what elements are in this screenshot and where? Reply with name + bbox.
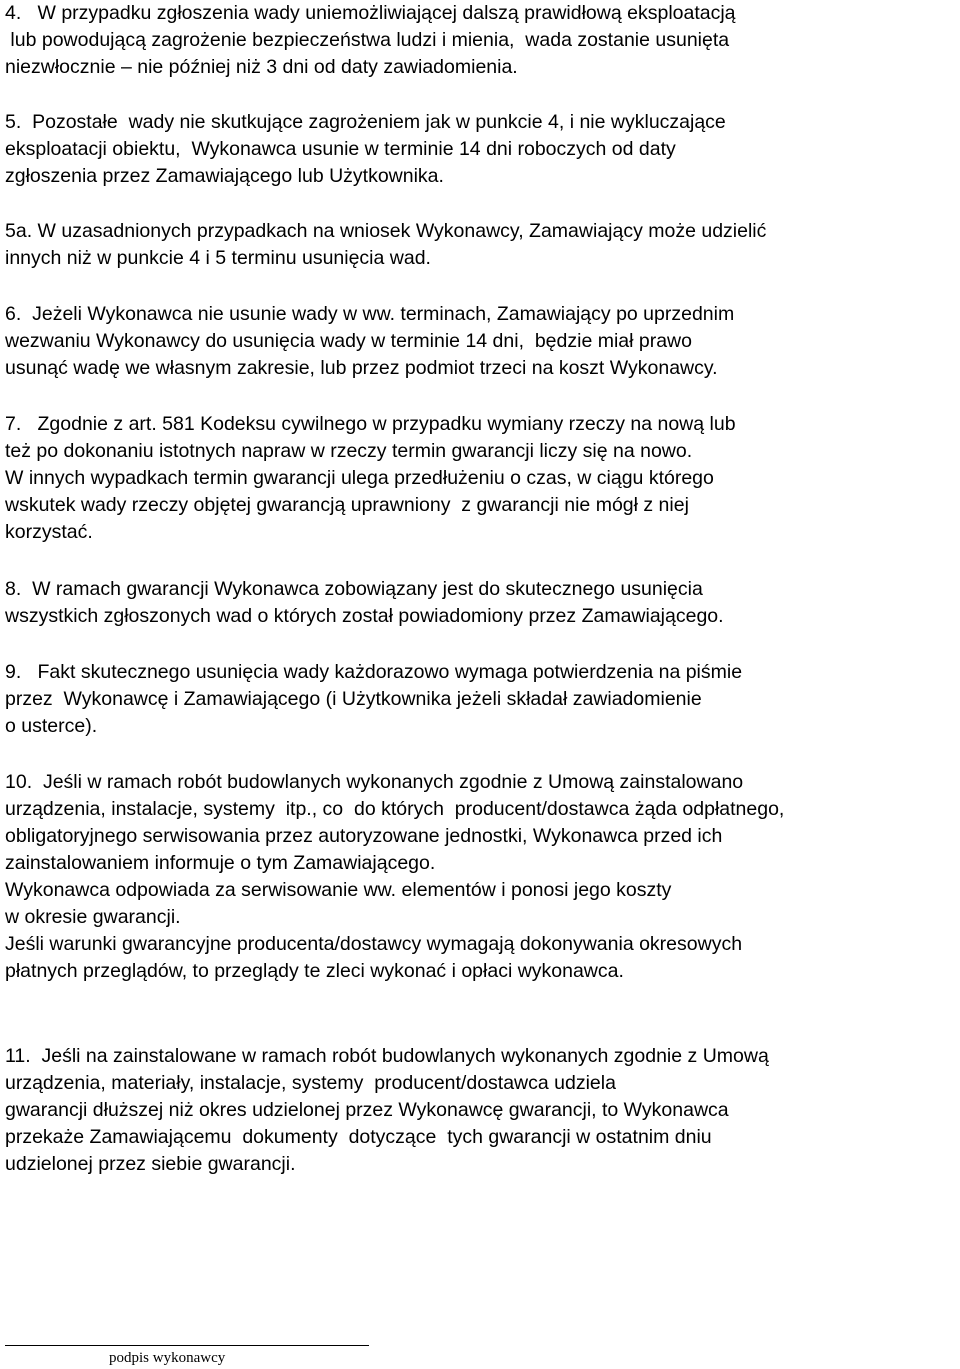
paragraph-5a-line-2: innych niż w punkcie 4 i 5 terminu usunięcia wad. <box>5 247 431 269</box>
paragraph-10-line-4: zainstalowaniem informuje o tym Zamawiającego. <box>5 852 436 874</box>
paragraph-10-line-6: w okresie gwarancji. <box>5 906 181 928</box>
paragraph-4-line-1: 4. W przypadku zgłoszenia wady uniemożliwiającej dalszą prawidłową eksploatacją <box>5 2 736 24</box>
paragraph-9-line-2: przez Wykonawcę i Zamawiającego (i Użytkownika jeżeli składał zawiadomienie <box>5 688 702 710</box>
paragraph-10-line-2: urządzenia, instalacje, systemy itp., co do których producent/dostawca żąda odpłatnego, <box>5 798 785 820</box>
paragraph-9-line-3: o usterce). <box>5 715 98 737</box>
paragraph-10-line-1: 10. Jeśli w ramach robót budowlanych wykonanych zgodnie z Umową zainstalowano <box>5 771 744 793</box>
paragraph-6-line-3: usunąć wadę we własnym zakresie, lub przez podmiot trzeci na koszt Wykonawcy. <box>5 357 718 379</box>
paragraph-8-line-2: wszystkich zgłoszonych wad o których został powiadomiony przez Zamawiającego. <box>5 605 724 627</box>
paragraph-7-line-4: wskutek wady rzeczy objętej gwarancją uprawniony z gwarancji nie mógł z niej <box>5 494 689 516</box>
signature-line <box>5 1345 369 1346</box>
paragraph-11-line-2: urządzenia, materiały, instalacje, systemy producent/dostawca udziela <box>5 1072 616 1094</box>
paragraph-9-line-1: 9. Fakt skutecznego usunięcia wady każdorazowo wymaga potwierdzenia na piśmie <box>5 661 743 683</box>
paragraph-7-line-2: też po dokonaniu istotnych napraw w rzeczy termin gwarancji liczy się na nowo. <box>5 440 693 462</box>
paragraph-6-line-1: 6. Jeżeli Wykonawca nie usunie wady w ww. terminach, Zamawiający po uprzednim <box>5 303 735 325</box>
paragraph-11-line-3: gwarancji dłuższej niż okres udzielonej przez Wykonawcę gwarancji, to Wykonawca <box>5 1099 729 1121</box>
paragraph-7-line-3: W innych wypadkach termin gwarancji ulega przedłużeniu o czas, w ciągu którego <box>5 467 714 489</box>
paragraph-4-line-3: niezwłocznie – nie później niż 3 dni od daty zawiadomienia. <box>5 56 518 78</box>
paragraph-4-line-2: lub powodującą zagrożenie bezpieczeństwa ludzi i mienia, wada zostanie usunięta <box>5 29 730 51</box>
paragraph-11-line-1: 11. Jeśli na zainstalowane w ramach robót budowlanych wykonanych zgodnie z Umową <box>5 1045 769 1067</box>
paragraph-6-line-2: wezwaniu Wykonawcy do usunięcia wady w terminie 14 dni, będzie miał prawo <box>5 330 692 352</box>
paragraph-5-line-1: 5. Pozostałe wady nie skutkujące zagrożeniem jak w punkcie 4, i nie wykluczające <box>5 111 726 133</box>
paragraph-8-line-1: 8. W ramach gwarancji Wykonawca zobowiązany jest do skutecznego usunięcia <box>5 578 703 600</box>
paragraph-7-line-1: 7. Zgodnie z art. 581 Kodeksu cywilnego w przypadku wymiany rzeczy na nową lub <box>5 413 736 435</box>
paragraph-11-line-5: udzielonej przez siebie gwarancji. <box>5 1153 296 1175</box>
paragraph-11-line-4: przekaże Zamawiającemu dokumenty dotyczące tych gwarancji w ostatnim dniu <box>5 1126 712 1148</box>
signature-label: podpis wykonawcy <box>109 1350 226 1366</box>
paragraph-10-line-3: obligatoryjnego serwisowania przez autoryzowane jednostki, Wykonawca przed ich <box>5 825 723 847</box>
paragraph-5-line-2: eksploatacji obiektu, Wykonawca usunie w terminie 14 dni roboczych od daty <box>5 138 676 160</box>
paragraph-10-line-7: Jeśli warunki gwarancyjne producenta/dostawcy wymagają dokonywania okresowych <box>5 933 743 955</box>
paragraph-10-line-8: płatnych przeglądów, to przeglądy te zleci wykonać i opłaci wykonawca. <box>5 960 624 982</box>
paragraph-5a-line-1: 5a. W uzasadnionych przypadkach na wniosek Wykonawcy, Zamawiający może udzielić <box>5 220 767 242</box>
paragraph-5-line-3: zgłoszenia przez Zamawiającego lub Użytkownika. <box>5 165 444 187</box>
paragraph-10-line-5: Wykonawca odpowiada za serwisowanie ww. elementów i ponosi jego koszty <box>5 879 672 901</box>
paragraph-7-line-5: korzystać. <box>5 521 93 543</box>
